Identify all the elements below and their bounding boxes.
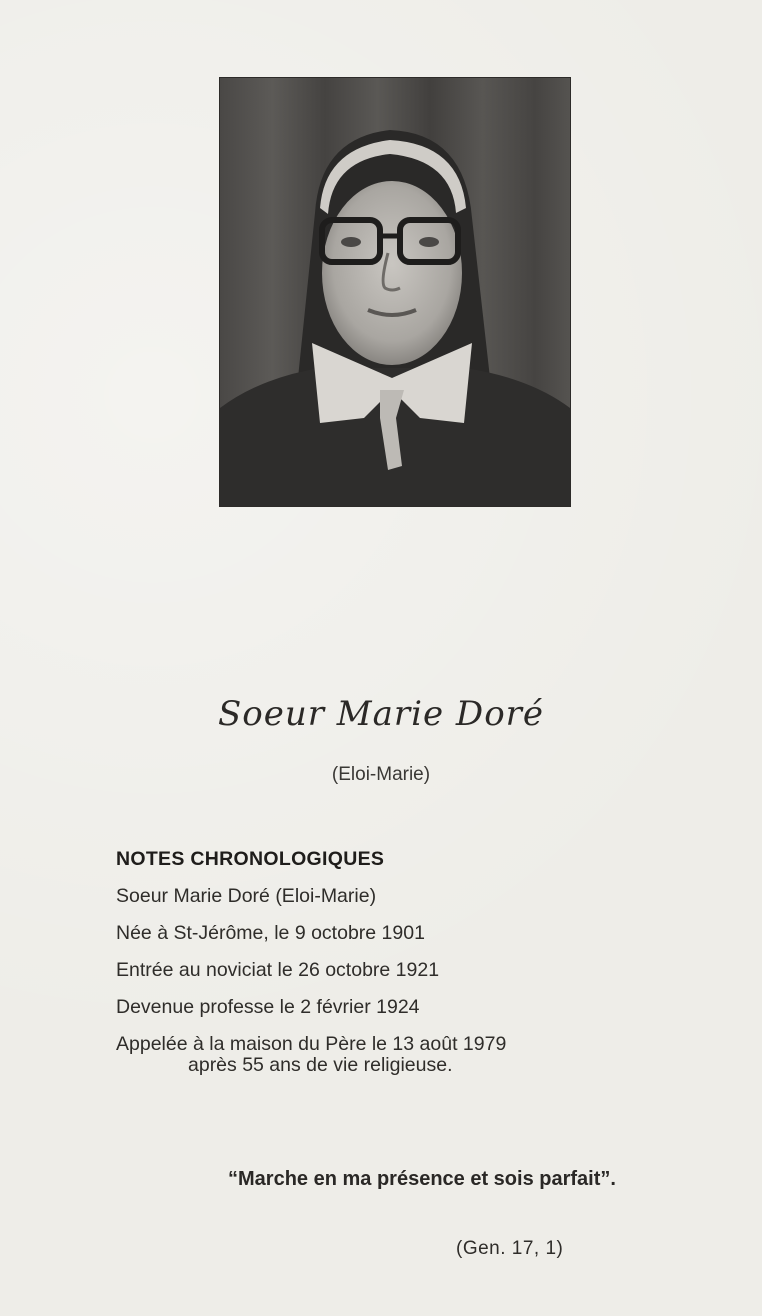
notes-line-novitiate: Entrée au noviciat le 26 octobre 1921 xyxy=(116,959,440,981)
chronological-notes xyxy=(116,848,636,1077)
notes-line-years: après 55 ans de vie religieuse. xyxy=(188,1054,453,1076)
notes-heading: NOTES CHRONOLOGIQUES xyxy=(116,848,385,870)
portrait-photo xyxy=(220,78,570,506)
scripture-citation: (Gen. 17, 1) xyxy=(456,1238,564,1259)
scripture-quote: “Marche en ma présence et sois parfait”. xyxy=(228,1168,616,1190)
notes-line-birth: Née à St-Jérôme, le 9 octobre 1901 xyxy=(116,922,425,944)
religious-name: (Eloi-Marie) xyxy=(331,764,431,785)
notes-line-death: Appelée à la maison du Père le 13 août 1979 xyxy=(116,1033,507,1055)
portrait-image xyxy=(220,78,570,506)
notes-line-profession: Devenue professe le 2 février 1924 xyxy=(116,996,420,1018)
notes-line-name: Soeur Marie Doré (Eloi-Marie) xyxy=(116,885,377,907)
deceased-name: Soeur Marie Doré xyxy=(217,694,545,734)
